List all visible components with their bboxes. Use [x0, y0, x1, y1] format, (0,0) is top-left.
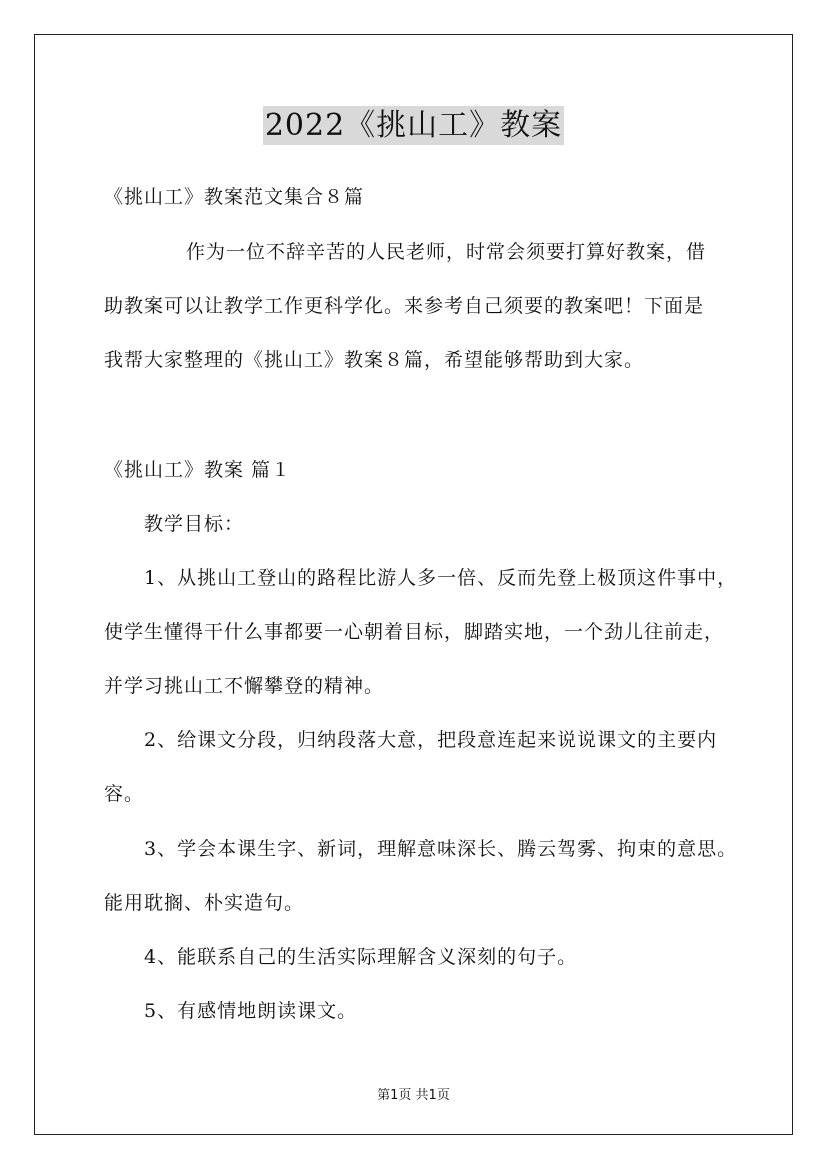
page-footer: 第1页 共1页	[377, 1088, 450, 1103]
document-title-text: 2022《挑山工》教案	[264, 108, 563, 143]
objective-line-5: 容。	[104, 783, 145, 805]
objective-line-8: 4、能联系自己的生活实际理解含义深刻的句子。	[144, 946, 578, 968]
intro-line-1: 作为一位不辞辛苦的人民老师，时常会须要打算好教案，借	[186, 241, 707, 263]
objective-line-3: 并学习挑山工不懈攀登的精神。	[104, 675, 385, 697]
intro-line-2: 助教案可以让教学工作更科学化。来参考自己须要的教案吧！下面是	[104, 295, 705, 317]
objectives-label: 教学目标：	[144, 513, 245, 535]
objective-line-7: 能用耽搁、朴实造句。	[104, 892, 305, 914]
document-subtitle: 《挑山工》教案范文集合８篇	[104, 186, 365, 208]
objective-line-6: 3、学会本课生字、新词，理解意味深长、腾云驾雾、拘束的意思。	[144, 838, 738, 860]
objective-line-2: 使学生懂得干什么事都要一心朝着目标，脚踏实地，一个劲儿往前走，	[104, 621, 725, 643]
document-title	[0, 100, 827, 144]
intro-line-3: 我帮大家整理的《挑山工》教案８篇，希望能够帮助到大家。	[104, 349, 645, 371]
section-heading: 《挑山工》教案 篇１	[104, 459, 292, 481]
objective-line-9: 5、有感情地朗读课文。	[144, 1000, 358, 1022]
objective-line-1: 1、从挑山工登山的路程比游人多一倍、反而先登上极顶这件事中，	[144, 567, 738, 589]
objective-line-4: 2、给课文分段，归纳段落大意，把段意连起来说说课文的主要内	[144, 729, 718, 751]
